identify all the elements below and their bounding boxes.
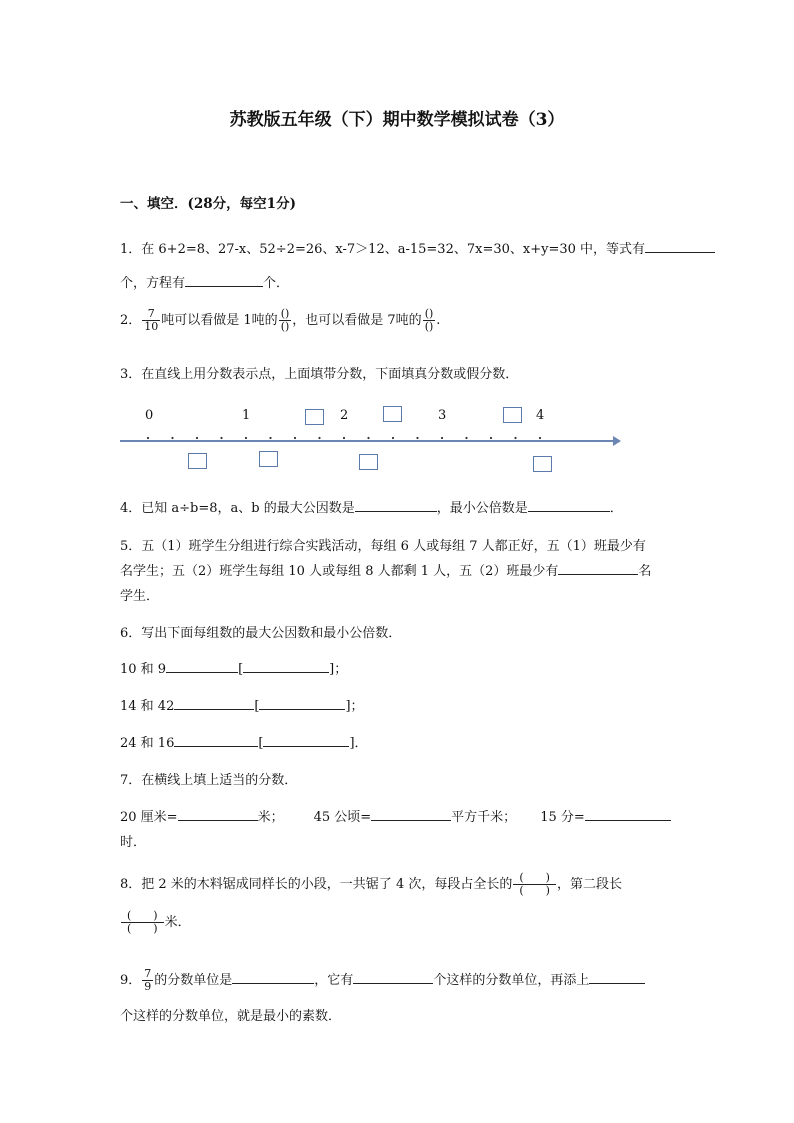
question-5-line-1: 5．五（1）班学生分组进行综合实践活动，每组 6 人或每组 7 人都正好，五（1）班最少有 [120, 539, 646, 554]
number-line-tick [514, 437, 516, 439]
question-9-line-1: 9． $\frac{7}{9}$ 的分数单位是 ，它有 个这样的分数单位，再添上 [120, 968, 645, 993]
q2-fraction-blank-1[interactable]: $\frac{()}{()}$ [280, 307, 290, 333]
number-line-tick [196, 437, 198, 439]
q1-text: 1．在 6+2=8、27-x、52÷2=26、x-7＞12、a-15=32、7x=30、x+y=30 中，等式有 [120, 242, 646, 257]
question-4: 4．已知 a÷b=8，a、b 的最大公因数是 ，最小公倍数是 ． [120, 497, 623, 516]
number-line-tick [220, 437, 222, 439]
q7-blank-sq-km[interactable] [371, 806, 451, 821]
question-9-line-2: 个这样的分数单位，就是最小的素数． [120, 1009, 342, 1024]
number-line-tick [343, 437, 345, 439]
q6-row-3-lcm-blank[interactable] [263, 732, 349, 747]
question-8-line-1: 8．把 2 米的木料锯成同样长的小段，一共锯了 4 次，每段占全长的 $\frac{( )}{( )}$ ，第二段长 [120, 871, 622, 897]
q7-line-2: 时． [120, 835, 147, 850]
question-5-line-3: 学生． [120, 589, 160, 604]
answer-box-above-2[interactable] [383, 406, 402, 422]
number-line-tick [416, 437, 418, 439]
q1-answer-blank-2[interactable] [185, 272, 263, 287]
q6-row-3-gcd-blank[interactable] [174, 732, 258, 747]
number-line-label-4: 4 [536, 408, 545, 423]
q2-text-2: ，也可以看做是 7吨的 [292, 313, 422, 328]
q6-row-1-lcm-blank[interactable] [243, 658, 329, 673]
number-line-tick [441, 437, 443, 439]
number-line-tick [367, 437, 369, 439]
q9-blank-unit[interactable] [232, 969, 314, 984]
number-line-label-0: 0 [145, 408, 154, 423]
question-5-line-2: 名学生；五（2）班学生每组 10 人或每组 8 人都剩 1 人，五（2）班最少有 名 [120, 560, 651, 579]
question-6: 6．写出下面每组数的最大公因数和最小公倍数． [120, 626, 402, 641]
number-line-tick [392, 437, 394, 439]
page-title: 苏教版五年级（下）期中数学模拟试卷（3） [229, 110, 565, 130]
answer-box-below-2[interactable] [259, 451, 278, 467]
answer-box-below-1[interactable] [188, 453, 207, 469]
number-line-tick [147, 437, 149, 439]
answer-box-below-4[interactable] [533, 456, 552, 472]
answer-box-above-1[interactable] [305, 409, 324, 425]
q1-answer-blank-1[interactable] [645, 238, 715, 253]
q6-row-2-lcm-blank[interactable] [259, 695, 345, 710]
q1-text-2a: 个，方程有 [120, 276, 186, 291]
q5-answer-blank[interactable] [558, 560, 638, 575]
number-line-tick [269, 437, 271, 439]
q6-row-1: 10 和 9 [ ]； [120, 658, 347, 677]
q6-row-2: 14 和 42 [ ]； [120, 695, 364, 714]
number-line-tick [465, 437, 467, 439]
question-1-line-2 [120, 272, 289, 291]
number-line-tick [318, 437, 320, 439]
number-line-tick [490, 437, 492, 439]
q6-row-1-gcd-blank[interactable] [166, 658, 238, 673]
q6-row-3: 24 和 16 [ ]． [120, 732, 368, 751]
q8-fraction-blank-2[interactable]: $\frac{( )}{( )}$ [121, 910, 164, 935]
q9-blank-count[interactable] [353, 969, 433, 984]
question-8-line-2: $\frac{( )}{( )}$ 米． [120, 910, 191, 935]
section-heading-fill-in: 一、填空．(28分，每空1分) [120, 196, 296, 212]
fraction-7-10: $\frac{7}{10}$ [144, 307, 159, 333]
answer-box-above-3[interactable] [503, 407, 522, 423]
q1-text-2b: 个． [263, 276, 290, 291]
q2-number: 2． [120, 313, 142, 328]
number-line-label-1: 1 [242, 408, 251, 423]
answer-box-below-3[interactable] [359, 454, 378, 470]
q8-fraction-blank-1[interactable]: $\frac{( )}{( )}$ [513, 872, 556, 897]
question-2: 2． $\frac{7}{10}$ 吨可以看做是 1吨的 $\frac{()}{()}$ ，也可以看做是 7吨的 $\frac{()}{()}$ . [120, 307, 441, 333]
number-line-tick [245, 437, 247, 439]
question-7: 7．在横线上填上适当的分数． [120, 773, 298, 788]
number-line-tick [171, 437, 173, 439]
number-line-label-2: 2 [340, 408, 349, 423]
q6-row-2-gcd-blank[interactable] [174, 695, 254, 710]
q4-answer-blank-lcm[interactable] [528, 497, 610, 512]
q4-answer-blank-gcd[interactable] [355, 497, 437, 512]
question-3: 3．在直线上用分数表示点，上面填带分数，下面填真分数或假分数． [120, 367, 519, 382]
fraction-7-9: $\frac{7}{9}$ [144, 967, 152, 993]
number-line-tick [539, 437, 541, 439]
question-1-line-1 [120, 238, 715, 257]
number-line-tick [294, 437, 296, 439]
q7-items: 20 厘米= 米； 45 公顷= 平方千米； 15 分= [120, 806, 671, 825]
number-line-figure [118, 398, 623, 478]
q9-blank-add[interactable] [589, 969, 645, 984]
q7-blank-hours[interactable] [585, 806, 671, 821]
q2-fraction-blank-2[interactable]: $\frac{()}{()}$ [424, 307, 434, 333]
number-line-label-3: 3 [438, 408, 447, 423]
q2-text-1: 吨可以看做是 1吨的 [161, 313, 278, 328]
q7-blank-meters[interactable] [178, 806, 258, 821]
